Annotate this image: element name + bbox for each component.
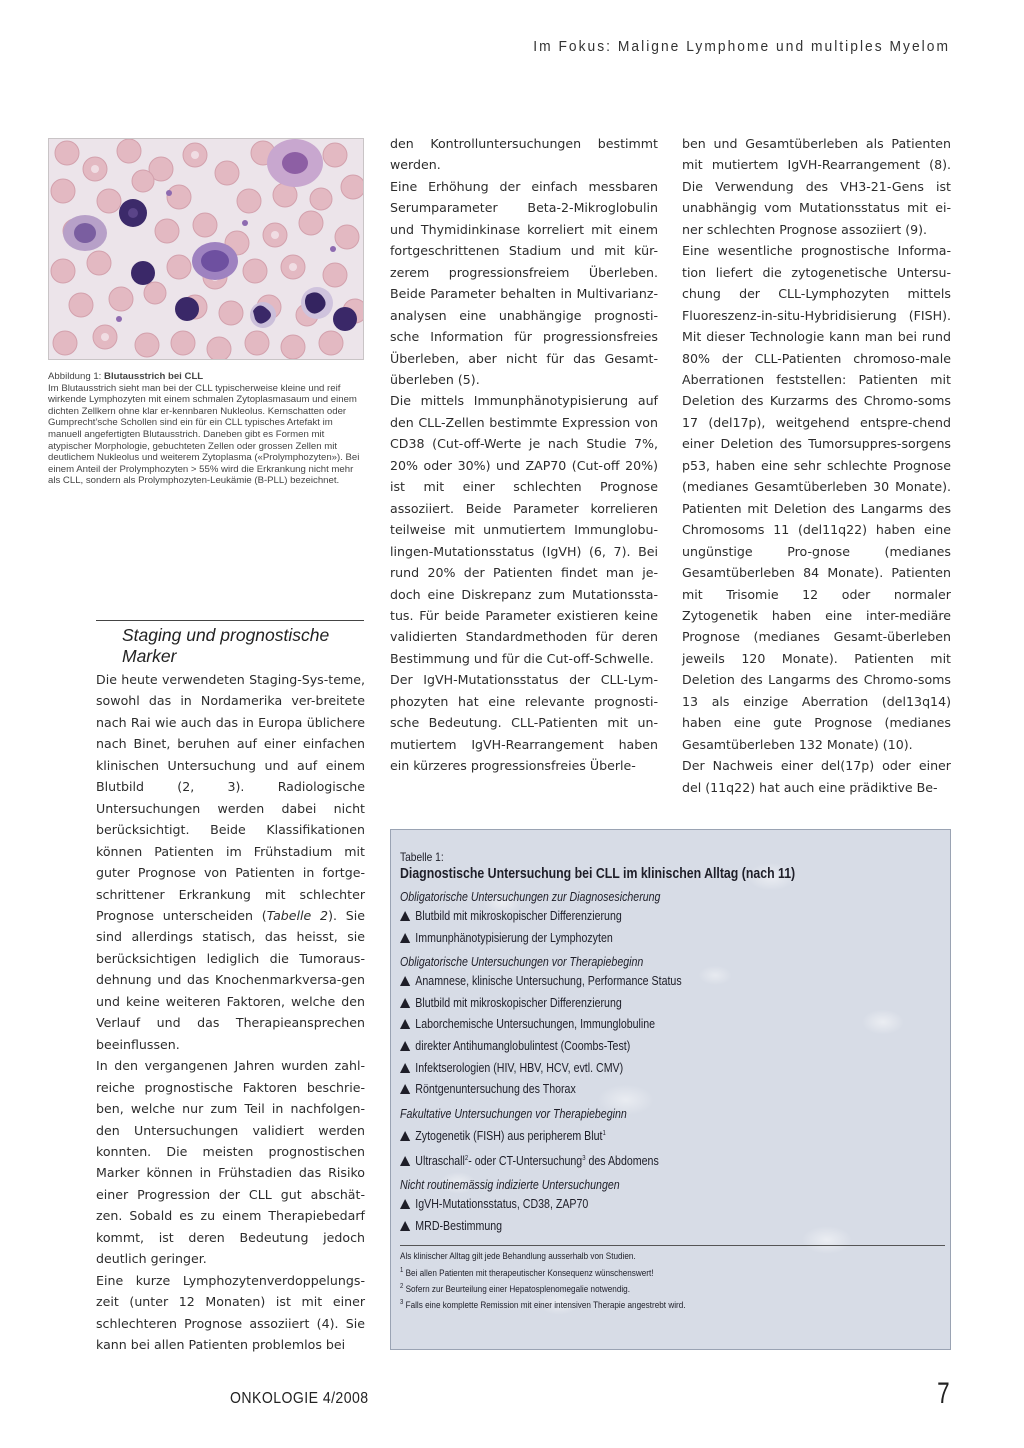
- paragraph-text: ). Sie sind allerdings statisch, das heisst, sie berücksichtigen lediglich die Tumoraus-dehnung und das Knochenmarkversa-gen und keine weiteren Faktoren, welche den Verlauf und das Therapieansprechen beeinflussen.: [96, 907, 366, 1052]
- table-footnote-divider: [400, 1245, 945, 1246]
- figure-label: Abbildung 1:: [48, 371, 105, 382]
- figure-title: Blutausstrich bei CLL: [104, 371, 204, 382]
- table-item-text: Zytogenetik (FISH) aus peripherem Blut: [415, 1128, 603, 1143]
- table-item-text: Laborchemische Untersuchungen, Immunglobuline: [415, 1017, 656, 1032]
- paragraph: ben und Gesamtüberleben als Patienten mit mutiertem IgVH-Rearrangement (8). Die Verwendung des VH3-21-Gens ist unabhängig vom Mutationsstatus mit ei-ner schlechten Prognose assoziiert (9).: [682, 136, 951, 237]
- paragraph: den Kontrolluntersuchungen bestimmt werden.: [390, 136, 658, 173]
- footnote-text: Bei allen Patienten mit therapeutischer Konsequenz wünschenswert!: [403, 1267, 654, 1279]
- triangle-bullet-icon: [400, 1063, 410, 1073]
- paragraph: Eine kurze Lymphozytenverdoppelungs-zeit (unter 12 Monaten) ist mit einer schlechteren Prognose assoziiert (4). Sie kann bei allen Patienten problemlos bei: [96, 1272, 365, 1353]
- figure-caption: [48, 371, 366, 487]
- triangle-bullet-icon: [400, 1019, 410, 1029]
- table-list-item: [400, 993, 863, 1015]
- paragraph: Der Nachweis einer del(17p) oder einer del (11q22) hat auch eine prädiktive Be-: [682, 758, 951, 795]
- table-item-text: direkter Antihumanglobulintest (Coombs-Test): [415, 1038, 631, 1053]
- table-reference: Tabelle 2: [266, 907, 329, 923]
- footnote-marker: 1: [602, 1129, 606, 1137]
- blood-smear-illustration: [49, 139, 364, 360]
- text-column-left: [96, 669, 365, 1356]
- table-list-item: [400, 1216, 863, 1238]
- table-item-text: - oder CT-Untersuchung: [468, 1153, 583, 1168]
- triangle-bullet-icon: [400, 1199, 410, 1209]
- table-list-item: [400, 971, 863, 993]
- footnote-marker: 3: [400, 1299, 404, 1307]
- footnote-text: Sofern zur Beurteilung einer Hepatosplenomegalie notwendig.: [403, 1284, 630, 1296]
- table-footnote: [400, 1280, 863, 1296]
- table-item-text: IgVH-Mutationsstatus, CD38, ZAP70: [415, 1197, 589, 1212]
- section-divider: [96, 620, 364, 621]
- table-footnote: [400, 1296, 863, 1312]
- triangle-bullet-icon: [400, 1041, 410, 1051]
- table-item-text: Immunphänotypisierung der Lymphozyten: [415, 930, 613, 945]
- table-list-item: [400, 1148, 863, 1173]
- table-list-item: [400, 906, 863, 928]
- blood-smear-image: [48, 138, 364, 360]
- table-title: Diagnostische Untersuchung bei CLL im klinischen Alltag (nach 11): [400, 866, 796, 882]
- triangle-bullet-icon: [400, 1084, 410, 1094]
- table-item-text: Ultraschall: [415, 1153, 465, 1168]
- table-item-text: Blutbild mit mikroskopischer Differenzierung: [415, 995, 622, 1010]
- paragraph: [96, 669, 365, 1055]
- paragraph: Die mittels Immunphänotypisierung auf den CLL-Zellen bestimmte Expression von CD38 (Cut-off-Werte je nach Studie 7%, 20% oder 30%) und ZAP70 (Cut-off 20%) ist mit einer schlechten Prognose assoziiert. Beide Parameter korrelieren teilweise mit unmutiertem Immunglobu-lingen-Mutationsstatus (IgVH) (6, 7). Bei rund 20% der Patienten findet man je-doch eine Diskrepanz zum Mutationssta-tus. Für beide Parameter existieren keine validierten Standardmethoden für deren Bestimmung und für die Cut-off-Schwelle.: [390, 393, 658, 666]
- triangle-bullet-icon: [400, 1156, 410, 1166]
- table-item-text: Infektserologien (HIV, HBV, HCV, evtl. CMV): [415, 1060, 624, 1075]
- table-section-title: Obligatorische Untersuchungen vor Therapiebeginn: [400, 955, 644, 970]
- section-heading: Staging und prognostische Marker: [122, 625, 330, 666]
- footnote-marker: 3: [582, 1154, 586, 1162]
- table-item-text: Blutbild mit mikroskopischer Differenzierung: [415, 909, 622, 923]
- table-list-item: [400, 1014, 863, 1036]
- text-column-middle: [390, 133, 658, 777]
- triangle-bullet-icon: [400, 1221, 410, 1231]
- table-footnote: [400, 1264, 863, 1280]
- paragraph-text: Die heute verwendeten Staging-Sys-teme, sowohl das in Nordamerika ver-breitete nach Rai wie auch das in Europa üblichere nach Binet, beruhen auf einer einfachen klinischen Untersuchung und auf einem Blutbild (2, 3). Radiologische Untersuchungen werden dabei nicht berücksichtigt. Beide Klassifikationen können Patienten im Frühstadium mit guter Prognose von Patienten in fortge-schrittener Erkrankung mit schlechter Prognose unterscheiden (: [96, 672, 365, 923]
- table-item-text: des Abdomens: [585, 1153, 659, 1168]
- table-section-title: Obligatorische Untersuchungen zur Diagnosesicherung: [400, 890, 661, 904]
- footnote-text: Falls eine komplette Remission mit einer intensiven Therapie angestrebt wird.: [403, 1300, 686, 1312]
- triangle-bullet-icon: [400, 1131, 410, 1141]
- table-list-item: [400, 1036, 863, 1058]
- table-section-title: Nicht routinemässig indizierte Untersuchungen: [400, 1178, 620, 1193]
- table-list-item: [400, 1079, 863, 1101]
- table-list-item: [400, 1194, 863, 1216]
- table-item-text: Anamnese, klinische Untersuchung, Performance Status: [415, 974, 682, 989]
- paragraph: Eine Erhöhung der einfach messbaren Serumparameter Beta-2-Mikroglobulin und Thymidinkinase korreliert mit einem fortgeschrittenen Stadium und mit kür-zerem progressionsfreiem Überleben. Beide Parameter behalten in Multivarianz-analysen eine unabhängige prognosti-sche Information für progressionsfreies Überleben, aber nicht für das Gesamt-überleben (5).: [390, 178, 658, 387]
- journal-footer: ONKOLOGIE 4/2008: [230, 1390, 369, 1407]
- page-number: 7: [937, 1377, 950, 1410]
- table-list-item: [400, 1058, 863, 1080]
- paragraph: Eine wesentliche prognostische Informa-tion liefert die zytogenetische Untersu-chung der CLL-Lymphozyten mittels Fluoreszenz-in-situ-Hybridisierung (FISH). Mit dieser Technologie kann man bei rund 80% der CLL-Patienten chromoso-male Aberrationen feststellen: Patienten mit Deletion des Kurzarms des Chromo-soms 17 (del17p), weitgehend entspre-chend einer Deletion des Tumorsuppres-sorgens p53, haben eine sehr schlechte Prognose (medianes Gesamtüberleben 30 Monate). Patienten mit Deletion des Langarms des Chromosoms 11 (del11q22) haben eine ungünstige Pro-gnose (medianes Gesamtüberleben 84 Monate). Patienten mit Trisomie 12 oder normaler Zytogenetik haben eine inter-mediäre Prognose (medianes Gesamt-überleben jeweils 120 Monate). Patienten mit Deletion des Langarms des Chromo-soms 13 als einzige Aberration (del13q14) haben eine gute Prognose (medianes Gesamtüberleben 132 Monate) (10).: [682, 243, 951, 752]
- triangle-bullet-icon: [400, 933, 410, 943]
- table-list-item: [400, 928, 863, 950]
- diagnostic-table-box: [390, 829, 951, 1350]
- footnote-marker: 2: [400, 1283, 404, 1291]
- running-header: Im Fokus: Maligne Lymphome und multiples Myelom: [533, 38, 950, 55]
- table-item-text: MRD-Bestimmung: [415, 1218, 503, 1233]
- triangle-bullet-icon: [400, 976, 410, 986]
- paragraph: In den vergangenen Jahren wurden zahl-reiche prognostische Faktoren beschrie-ben, welche nur zum Teil in nachfolgen-den Untersuchungen validiert werden konnten. Die meisten prognostischen Marker können in Frühstadien das Risiko einer Progression der CLL gut abschät-zen. Sobald es zu einem Therapiebedarf kommt, ist deren Bedeutung jedoch deutlich geringer.: [96, 1058, 365, 1267]
- table-list-item: [400, 1123, 863, 1148]
- table-item-text: Röntgenuntersuchung des Thorax: [415, 1082, 576, 1097]
- table-content: [400, 850, 945, 1313]
- triangle-bullet-icon: [400, 998, 410, 1008]
- paragraph: Der IgVH-Mutationsstatus der CLL-Lym-phozyten hat eine relevante prognosti-sche Bedeutung. CLL-Patienten mit un-mutiertem IgVH-Rearrangement haben ein kürzeres progressionsfreies Überle-: [390, 672, 658, 774]
- footnote-marker: 2: [464, 1154, 469, 1162]
- table-section-title: Fakultative Untersuchungen vor Therapiebeginn: [400, 1106, 627, 1121]
- table-label: Tabelle 1:: [400, 850, 444, 864]
- figure-caption-text: Im Blutausstrich sieht man bei der CLL typischerweise kleine und reif wirkende Lymphozyten mit einem schmalen Zytoplasmasaum und einem dichten Zellkern ohne klar er-kennbaren Nukleolus. Kernschatten oder Gumprecht’sche Schollen sind ein für ein CLL typisches Artefakt im manuell angefertigten Blutausstrich. Daneben gibt es Formen mit atypischer Morphologie, gebuchteten Zellen oder grossen Zellen mit deutlichem Nukleolus und weiterem Zytoplasma («Prolymphozyten»). Bei einem Anteil der Prolymphozyten > 55% wird die Erkrankung nicht mehr als CLL, sondern als Prolymphozyten-Leukämie (B-PLL) bezeichnet.: [48, 382, 360, 487]
- text-column-right: [682, 133, 951, 798]
- footnote-marker: 1: [400, 1266, 404, 1274]
- triangle-bullet-icon: [400, 911, 410, 921]
- table-footnote: Als klinischer Alltag gilt jede Behandlung ausserhalb von Studien.: [400, 1251, 636, 1263]
